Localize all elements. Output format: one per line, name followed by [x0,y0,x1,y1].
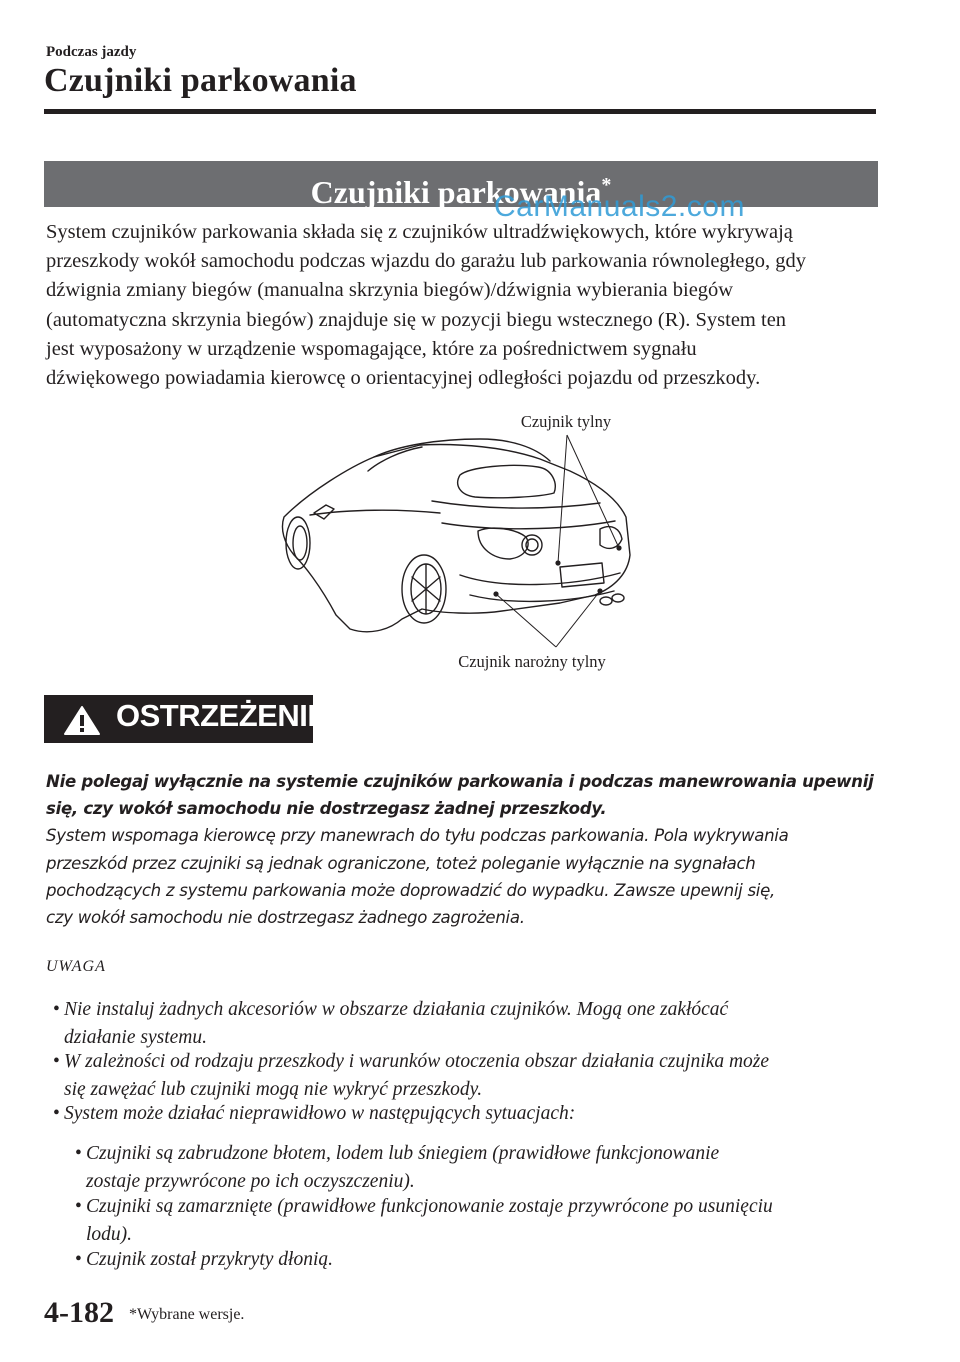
note-item [53,996,729,1052]
note-subitem [75,1246,333,1274]
note-line: działanie systemu. [64,1027,207,1048]
car-drawing [282,439,630,632]
section-subtitle: Podczas jazdy [46,44,137,60]
note-subitem [75,1193,773,1249]
warning-line: pochodzących z systemu parkowania może doprowadzić do wypadku. Zawsze upewnij się, [46,880,775,900]
corner-sensor-label: Czujnik narożny tylny [458,652,606,671]
intro-line: System czujników parkowania składa się z czujników ultradźwiękowych, które wykrywają [46,221,793,243]
warning-label: OSTRZEŻENIE [116,698,328,733]
warning-bold-line: Nie polegaj wyłącznie na systemie czujników parkowania i podczas manewrowania upewnij [46,772,874,791]
bullet: • [75,1249,82,1270]
note-line: lodu). [86,1224,133,1245]
optional-equipment-marker: * [601,174,612,196]
warning-triangle-icon [62,704,102,736]
intro-line: (automatyczna skrzynia biegów) znajduje się w pozycji biegu wstecznego (R). System ten [46,308,787,331]
note-line: Czujnik został przykryty dłonią. [86,1249,333,1270]
section-heading: Czujniki parkowania [310,174,602,210]
rear-sensor-leader [558,435,567,563]
note-line: Czujniki są zabrudzone błotem, lodem lub śniegiem (prawidłowe funkcjonowanie [86,1143,720,1164]
note-heading: UWAGA [46,958,106,975]
bullet: • [53,1103,60,1124]
note-line: System może działać nieprawidłowo w następujących sytuacjach: [64,1103,576,1124]
bullet: • [75,1196,82,1217]
warning-badge [44,695,328,743]
warning-line: przeszkód przez czujniki są jednak ograniczone, toteż poleganie wyłącznie na sygnałach [46,853,756,873]
note-line: się zawężać lub czujniki mogą nie wykryć przeszkody. [64,1079,483,1100]
warning-text-block [46,768,886,931]
section-heading-band [44,161,878,210]
parking-sensor-illustration [270,405,670,675]
intro-line: przeszkody wokół samochodu podczas wjazdu do garażu lub parkowania równoległego, gdy [46,250,806,273]
intro-line: jest wyposażony w urządzenie wspomagające, które za pośrednictwem sygnału [46,337,697,360]
warning-line: czy wokół samochodu nie dostrzegasz żadnego zagrożenia. [46,908,525,928]
note-line: W zależności od rodzaju przeszkody i warunków otoczenia obszar działania czujnika może [64,1051,770,1072]
note-item [53,1100,576,1128]
note-line: Czujniki są zamarznięte (prawidłowe funkcjonowanie zostaje przywrócone po usunięciu [86,1196,773,1217]
footnote: *Wybrane wersje. [129,1306,245,1323]
header-divider [44,109,876,114]
bullet: • [53,999,60,1020]
bullet: • [75,1143,82,1164]
rear-sensor-leader [567,435,619,548]
intro-paragraph [46,218,886,393]
watermark: CarManuals2.com [494,190,745,223]
page-title: Czujniki parkowania [44,62,357,99]
warning-bold-line: się, czy wokół samochodu nie dostrzegasz żadnej przeszkody. [46,799,607,819]
note-subitem [75,1140,720,1196]
note-item [53,1048,770,1104]
page-number: 4-182 [44,1296,114,1329]
bullet: • [53,1051,60,1072]
note-line: zostaje przywrócone po ich oczyszczeniu). [86,1171,415,1192]
rear-sensor-label: Czujnik tylny [520,412,612,431]
intro-line: dźwignia zmiany biegów (manualna skrzynia biegów)/dźwignia wybierania biegów [46,279,734,302]
warning-line: System wspomaga kierowcę przy manewrach do tyłu podczas parkowania. Pola wykrywania [46,826,789,846]
intro-line: dźwiękowego powiadamia kierowcę o orientacyjnej odległości pojazdu od przeszkody. [46,367,761,390]
note-line: Nie instaluj żadnych akcesoriów w obszarze działania czujników. Mogą one zakłócać [64,999,729,1020]
